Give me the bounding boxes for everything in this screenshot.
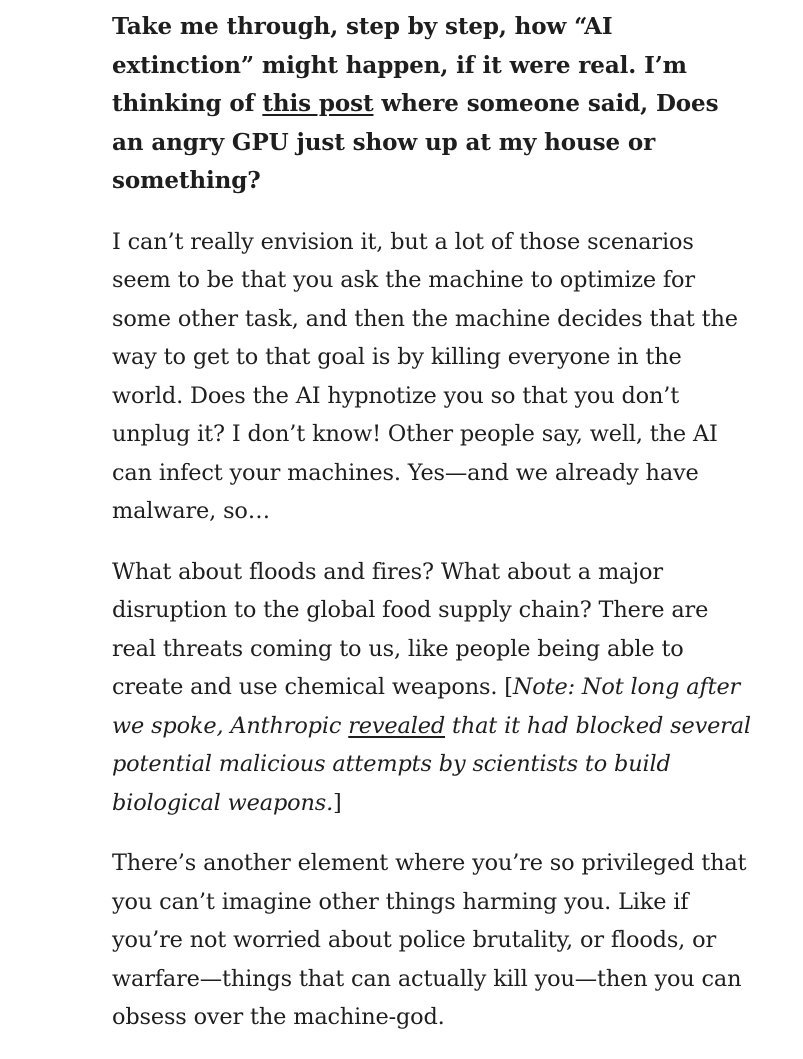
this-post-link[interactable]: this post bbox=[262, 90, 374, 117]
answer-paragraph-3: There’s another element where you’re so privileged that you can’t imagine other things harming you. Like if you’re not worried about police brutality, or floods, or warfare—things that can actually kill you—then you can obsess over the machine-god. bbox=[112, 850, 747, 1030]
answer-paragraph-2 bbox=[112, 553, 752, 823]
interview-question bbox=[112, 8, 752, 201]
answer-paragraph-1: I can’t really envision it, but a lot of those scenarios seem to be that you ask the machine to optimize for some other task, and then the machine decides that the way to get to that goal is by killing everyone in the world. Does the AI hypnotize you so that you don’t unplug it? I don’t know! Other people say, well, the AI can infect your machines. Yes—and we already have malware, so… bbox=[112, 228, 738, 524]
question-text-end: where someone said, Does an angry GPU just show up at my house or something? bbox=[112, 90, 719, 194]
note-closing-bracket: ] bbox=[333, 789, 342, 816]
paragraph-2-text: What about floods and fires? What about a major disruption to the global food supply chain? There are real threats coming to us, like people being able to create and use chemical weapons. [ bbox=[112, 558, 709, 700]
editor-note-end: that it had blocked several potential malicious attempts by scientists to build biological weapons. bbox=[112, 712, 751, 816]
revealed-link[interactable]: revealed bbox=[348, 712, 445, 739]
article-body bbox=[112, 8, 752, 1059]
question-text-start: Take me through, step by step, how “AI extinction” might happen, if it were real. I’m thinking of bbox=[112, 13, 687, 117]
editor-note-start: Note: Not long after we spoke, Anthropic bbox=[112, 674, 741, 739]
